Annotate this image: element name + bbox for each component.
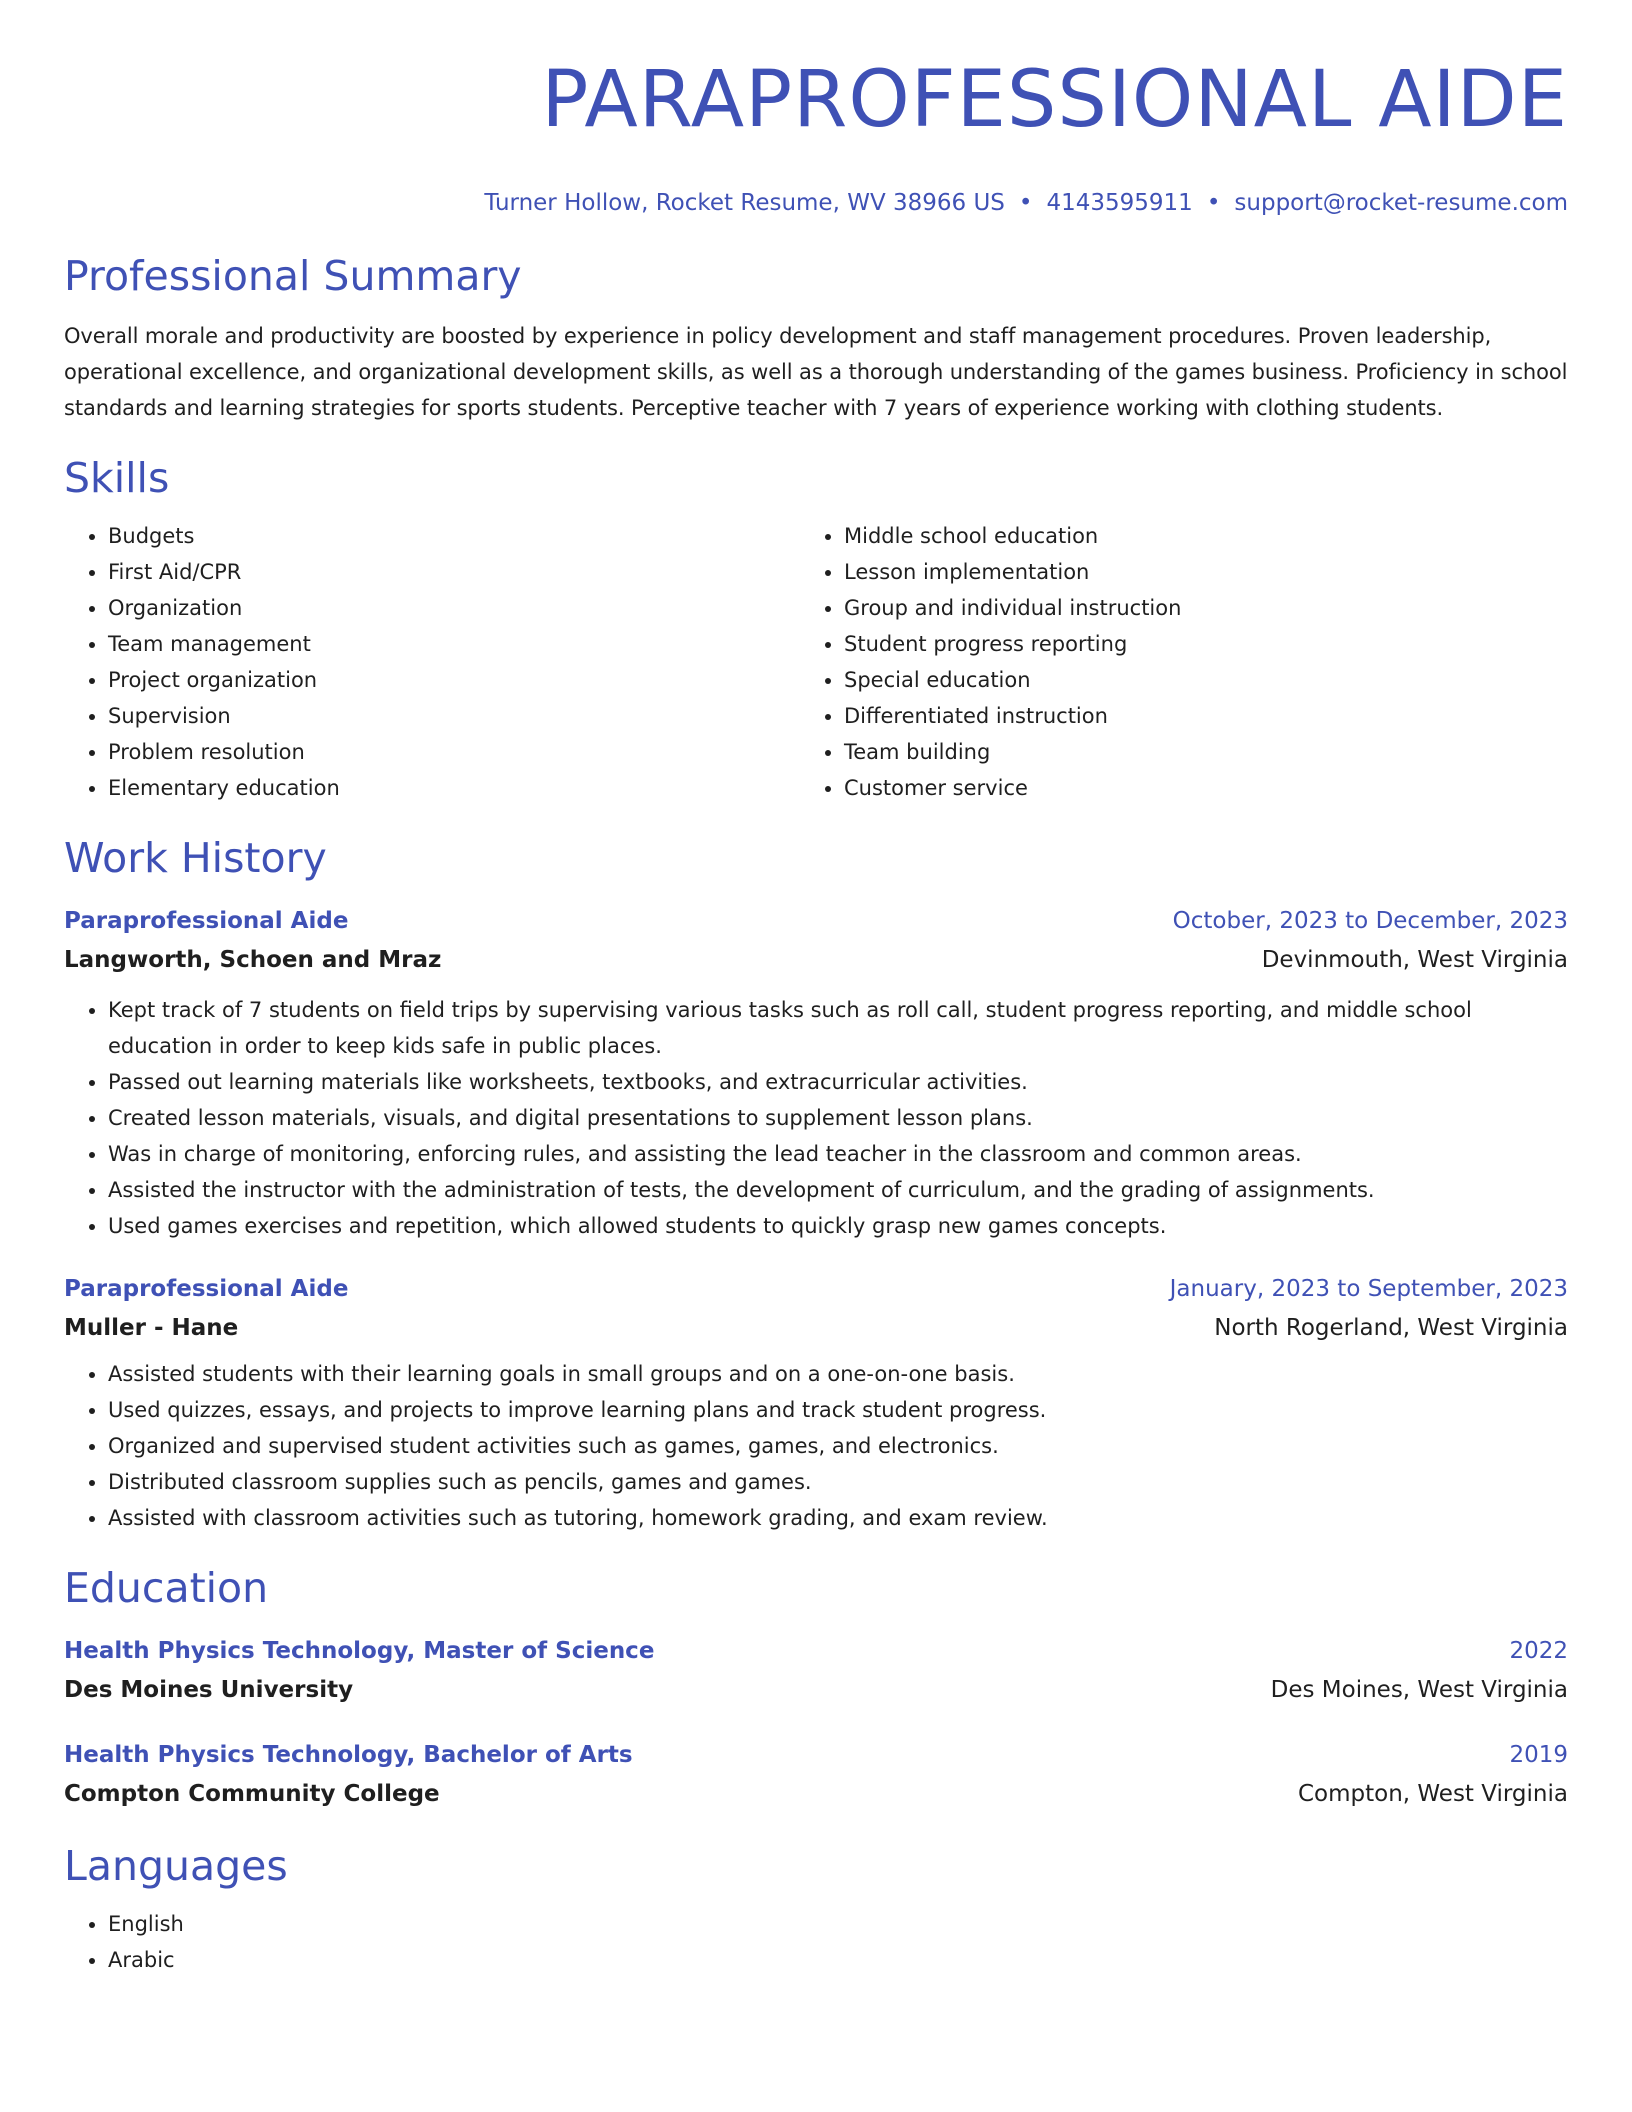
skill-item: • Lesson implementation <box>844 554 1536 590</box>
skill-item: • Project organization <box>108 662 800 698</box>
skill-item: • Elementary education <box>108 770 800 806</box>
skills-column-right <box>800 518 1536 806</box>
skills-list <box>64 518 1568 806</box>
skill-item: • Organization <box>108 590 800 626</box>
responsibility-item: • Assisted the instructor with the administration of tests, the development of curriculum, and the grading of assignments. <box>108 1172 1568 1208</box>
responsibility-item: • Passed out learning materials like worksheets, textbooks, and extracurricular activities. <box>108 1064 1568 1100</box>
school-name: Des Moines University <box>64 1677 354 1703</box>
education-entry <box>64 1736 1568 1814</box>
languages-items <box>64 1906 1568 1978</box>
skill-item: • Problem resolution <box>108 734 800 770</box>
education-entry-header <box>64 1632 1568 1670</box>
skill-item: • Student progress reporting <box>844 626 1536 662</box>
language-item: • Arabic <box>108 1942 1568 1978</box>
job-title: Paraprofessional Aide <box>64 1276 349 1302</box>
summary-heading: Professional Summary <box>64 252 522 300</box>
job-location: North Rogerland, West Virginia <box>1214 1315 1568 1341</box>
contact-address: Turner Hollow, Rocket Resume, WV 38966 US <box>484 190 1005 216</box>
skill-item: • Middle school education <box>844 518 1536 554</box>
skill-item: • Special education <box>844 662 1536 698</box>
responsibility-item: • Kept track of 7 students on field trips by supervising various tasks such as roll call, student progress reporting, and middle school education in order to keep kids safe in public places. <box>108 992 1568 1064</box>
responsibility-item: • Assisted students with their learning goals in small groups and on a one-on-one basis. <box>108 1356 1568 1392</box>
graduation-year: 2022 <box>1509 1638 1568 1664</box>
degree: Health Physics Technology, Master of Science <box>64 1638 655 1664</box>
company-name: Muller - Hane <box>64 1315 239 1341</box>
work-entry <box>64 902 1568 1244</box>
skill-item: • Supervision <box>108 698 800 734</box>
job-dates: October, 2023 to December, 2023 <box>1172 908 1568 934</box>
job-responsibilities <box>64 1356 1568 1536</box>
responsibility-item: • Created lesson materials, visuals, and digital presentations to supplement lesson plans. <box>108 1100 1568 1136</box>
responsibility-item: • Assisted with classroom activities such as tutoring, homework grading, and exam review. <box>108 1500 1568 1536</box>
skill-item: • Group and individual instruction <box>844 590 1536 626</box>
school-location: Compton, West Virginia <box>1297 1781 1568 1807</box>
company-name: Langworth, Schoen and Mraz <box>64 947 442 973</box>
job-location: Devinmouth, West Virginia <box>1261 947 1568 973</box>
work-entry <box>64 1270 1568 1536</box>
education-entry <box>64 1632 1568 1710</box>
education-heading: Education <box>64 1564 269 1612</box>
responsibility-item: • Organized and supervised student activities such as games, games, and electronics. <box>108 1428 1568 1464</box>
education-entry-header <box>64 1736 1568 1774</box>
skill-item: • Differentiated instruction <box>844 698 1536 734</box>
skills-heading: Skills <box>64 454 170 502</box>
skill-item: • Budgets <box>108 518 800 554</box>
contact-separator: • <box>1018 190 1033 216</box>
work-entry-header <box>64 902 1568 940</box>
responsibility-item: • Used quizzes, essays, and projects to improve learning plans and track student progress. <box>108 1392 1568 1428</box>
job-dates: January, 2023 to September, 2023 <box>1169 1276 1568 1302</box>
work-history-heading: Work History <box>64 834 327 882</box>
skill-item: • Team management <box>108 626 800 662</box>
language-item: • English <box>108 1906 1568 1942</box>
skill-item: • First Aid/CPR <box>108 554 800 590</box>
skills-column-left <box>64 518 800 806</box>
skill-item: • Customer service <box>844 770 1536 806</box>
school-name: Compton Community College <box>64 1781 440 1807</box>
skill-item: • Team building <box>844 734 1536 770</box>
contact-phone: 4143595911 <box>1046 190 1193 216</box>
work-entry-header <box>64 1270 1568 1308</box>
job-title: Paraprofessional Aide <box>64 908 349 934</box>
education-entry-subheader <box>64 1774 1568 1814</box>
graduation-year: 2019 <box>1509 1742 1568 1768</box>
work-entry-subheader <box>64 940 1568 980</box>
summary-text: Overall morale and productivity are boosted by experience in policy development and staff management procedures. Proven leadership, operational excellence, and organizational development skills, as well as a thorough understanding of the games business. Proficiency in school standards and learning strategies for sports students. Perceptive teacher with 7 years of experience working with clothing students. <box>64 324 1568 420</box>
responsibility-item: • Used games exercises and repetition, which allowed students to quickly grasp new games concepts. <box>108 1208 1568 1244</box>
languages-heading: Languages <box>64 1842 288 1890</box>
candidate-name: PARAPROFESSIONAL AIDE <box>541 55 1568 145</box>
contact-separator: • <box>1206 190 1221 216</box>
contact-line <box>64 188 1568 218</box>
education-entry-subheader <box>64 1670 1568 1710</box>
responsibility-item: • Was in charge of monitoring, enforcing rules, and assisting the lead teacher in the classroom and common areas. <box>108 1136 1568 1172</box>
contact-email: support@rocket-resume.com <box>1234 190 1568 216</box>
languages-list <box>64 1906 1568 1978</box>
school-location: Des Moines, West Virginia <box>1270 1677 1568 1703</box>
responsibility-item: • Distributed classroom supplies such as pencils, games and games. <box>108 1464 1568 1500</box>
degree: Health Physics Technology, Bachelor of Arts <box>64 1742 633 1768</box>
work-entry-subheader <box>64 1308 1568 1348</box>
job-responsibilities <box>64 992 1568 1244</box>
